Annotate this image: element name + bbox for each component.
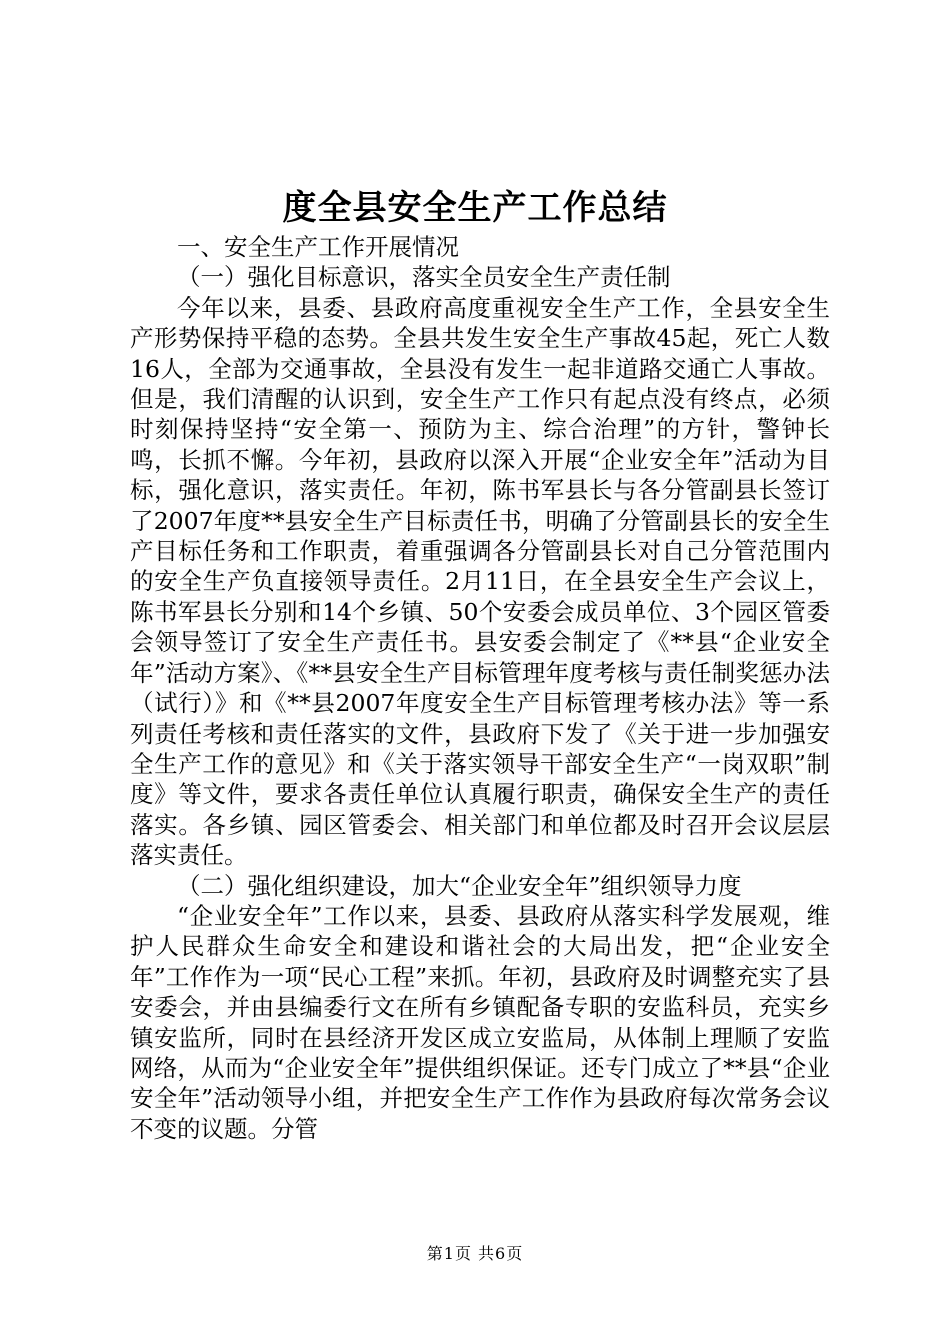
subsection-heading-2: （二）强化组织建设，加大“企业安全年”组织领导力度	[177, 871, 742, 900]
paragraph-2: “企业安全年”工作以来，县委、县政府从落实科学发展观，维护人民群众生命安全和建设和谐社会的大局出发，把“企业安全年”工作作为一项“民心工程”来抓。年初，县政府及时调整充实了县安委会，并由县编委行文在所有乡镇配备专职的安监科员，充实乡镇安监所，同时在县经济开发区成立安监局，从体制上理顺了安监网络，从而为“企业安全年”提供组织保证。还专门成立了**县“企业安全年”活动领导小组，并把安全生产工作作为县政府每次常务会议不变的议题。分管	[130, 901, 830, 1143]
document-title: 度全县安全生产工作总结	[282, 188, 668, 228]
page-footer: 第1页 共6页	[426, 1244, 524, 1263]
section-heading: 一、安全生产工作开展情况	[177, 233, 459, 261]
paragraph-1: 今年以来，县委、县政府高度重视安全生产工作，全县安全生产形势保持平稳的态势。全县共发生安全生产事故45起，死亡人数16人，全部为交通事故，全县没有发生一起非道路交通亡人事故。但是，我们清醒的认识到，安全生产工作只有起点没有终点，必须时刻保持坚持“安全第一、预防为主、综合治理”的方针，警钟长鸣，长抓不懈。今年初，县政府以深入开展“企业安全年”活动为目标，强化意识，落实责任。年初，陈书军县长与各分管副县长签订了2007年度**县安全生产目标责任书，明确了分管副县长的安全生产目标任务和工作职责，着重强调各分管副县长对自己分管范围内的安全生产负直接领导责任。2月11日，在全县安全生产会议上，陈书军县长分别和14个乡镇、50个安委会成员单位、3个园区管委会领导签订了安全生产责任书。县安委会制定了《**县“企业安全年”活动方案》、《**县安全生产目标管理年度考核与责任制奖惩办法（试行）》和《**县2007年度安全生产目标管理考核办法》等一系列责任考核和责任落实的文件，县政府下发了《关于进一步加强安全生产工作的意见》和《关于落实领导干部安全生产“一岗双职”制度》等文件，要求各责任单位认真履行职责，确保安全生产的责任落实。各乡镇、园区管委会、相关部门和单位都及时召开会议层层落实责任。	[130, 293, 830, 870]
subsection-heading-1: （一）强化目标意识，落实全员安全生产责任制	[177, 263, 671, 292]
document-body	[130, 232, 830, 1144]
